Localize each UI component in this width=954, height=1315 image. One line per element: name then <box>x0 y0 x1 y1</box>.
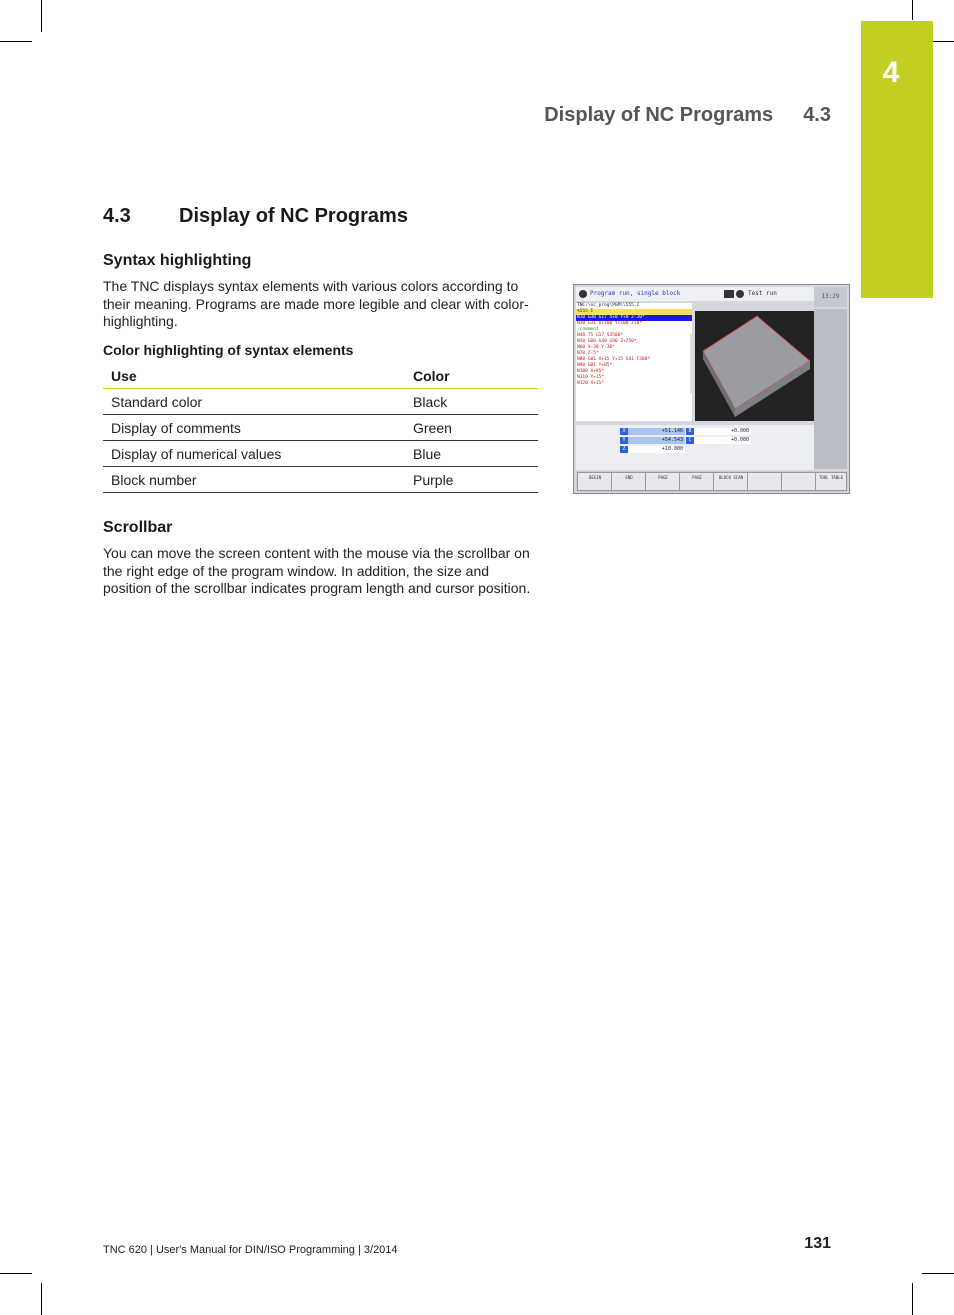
table-row <box>103 467 538 493</box>
dnc-icon <box>724 290 734 298</box>
axis-row <box>686 428 751 435</box>
program-path: TNC:\nc_prog\PGM\\555.I <box>577 303 640 308</box>
section-title <box>103 205 408 228</box>
program-line: N10 G30 G17 X+0 Y+0 Z-20* <box>576 315 692 321</box>
tnc-screenshot <box>573 284 850 494</box>
machine-mode-icon <box>579 290 587 298</box>
softkey-page-up[interactable]: PAGE <box>645 472 681 491</box>
page-number: 131 <box>804 1235 831 1252</box>
position-display <box>576 425 814 470</box>
program-line: N40 T5 G17 S3500* <box>577 333 624 338</box>
crop-mark <box>41 0 42 32</box>
table-header-row <box>103 363 538 389</box>
program-line: %555 I <box>576 309 692 315</box>
status-side-panel <box>814 309 847 469</box>
program-line: N70 Z-5* <box>577 351 599 356</box>
table-cell-use: Block number <box>103 467 405 493</box>
softkey-end[interactable]: END <box>611 472 647 491</box>
crop-mark <box>912 0 913 20</box>
axis-row <box>620 446 685 453</box>
workpiece-graphic <box>695 311 815 421</box>
table-header-use: Use <box>103 363 405 389</box>
program-line: ;comment <box>577 327 599 332</box>
program-line: N90 G01 Y+85* <box>577 363 613 368</box>
table-cell-use: Display of numerical values <box>103 441 405 467</box>
chapter-number: 4 <box>882 56 900 89</box>
axis-label: Z <box>620 446 628 453</box>
program-line: N100 X+85* <box>577 369 605 374</box>
axis-row <box>620 428 685 435</box>
table-cell-color: Blue <box>405 441 538 467</box>
softkey-page-down[interactable]: PAGE <box>679 472 715 491</box>
program-line: N50 G00 G40 G90 Z+250* <box>577 339 637 344</box>
table-caption: Color highlighting of syntax elements <box>103 342 354 358</box>
axis-value: +0.000 <box>694 437 751 444</box>
softkey-tool-table[interactable]: TOOL TABLE <box>815 472 847 491</box>
axis-value: +0.000 <box>694 428 751 435</box>
scrollbar-body: You can move the screen content with the mouse via the scrollbar on the right edge of the program window. In addition, the size and position of the scrollbar indicates program length and cursor position. <box>103 545 531 596</box>
clock: 13:29 <box>814 287 847 307</box>
mode-bar <box>576 287 816 301</box>
axis-value: +54.543 <box>628 437 685 444</box>
color-table <box>103 363 538 493</box>
table-row <box>103 415 538 441</box>
axis-label: B <box>686 428 694 435</box>
scrollbar-heading: Scrollbar <box>103 519 173 536</box>
running-head-section: 4.3 <box>803 104 831 126</box>
programming-mode-icon <box>736 290 744 298</box>
axis-row <box>686 437 751 444</box>
running-head <box>544 104 831 127</box>
softkey-empty[interactable] <box>781 472 817 491</box>
program-line: N120 X+15* <box>577 381 605 386</box>
axis-label: C <box>686 437 694 444</box>
syntax-body: The TNC displays syntax elements with various colors according to their meaning. Programs are made more legible and clear with color-highlighting. <box>103 278 529 329</box>
program-line: N110 Y+15* <box>577 375 605 380</box>
program-line: N60 X-30 Y-30* <box>577 345 615 350</box>
simulation-view <box>695 311 815 421</box>
program-window <box>576 303 692 421</box>
softkey-begin[interactable]: BEGIN <box>577 472 613 491</box>
axis-value: +51.146 <box>628 428 685 435</box>
table-cell-color: Purple <box>405 467 538 493</box>
table-cell-color: Green <box>405 415 538 441</box>
crop-mark <box>912 1283 913 1315</box>
table-cell-color: Black <box>405 389 538 415</box>
softkey-bar <box>576 471 848 492</box>
softkey-block-scan[interactable]: BLOCK SCAN <box>713 472 749 491</box>
crop-mark <box>41 1283 42 1315</box>
axis-row <box>620 437 685 444</box>
crop-mark <box>0 41 32 42</box>
table-cell-use: Display of comments <box>103 415 405 441</box>
axis-label: Y <box>620 437 628 444</box>
table-header-color: Color <box>405 363 538 389</box>
section-title-text: Display of NC Programs <box>179 205 408 227</box>
running-head-title: Display of NC Programs <box>544 104 774 126</box>
program-scrollbar[interactable] <box>690 333 693 393</box>
crop-mark <box>0 1273 32 1274</box>
table-row <box>103 389 538 415</box>
crop-mark <box>922 1273 954 1274</box>
section-number: 4.3 <box>103 205 131 227</box>
softkey-empty[interactable] <box>747 472 783 491</box>
syntax-heading: Syntax highlighting <box>103 252 252 269</box>
table-row <box>103 441 538 467</box>
program-line: N80 G01 X+15 Y+15 G41 F300* <box>577 357 651 362</box>
mode-primary: Program run, single block <box>590 290 681 297</box>
program-line: N20 G31 X+100 Y+100 Z+0* <box>577 321 643 326</box>
axis-label: X <box>620 428 628 435</box>
mode-secondary: Test run <box>748 290 777 297</box>
footer-text: TNC 620 | User's Manual for DIN/ISO Programming | 3/2014 <box>103 1244 398 1256</box>
axis-value: +10.000 <box>628 446 685 453</box>
table-cell-use: Standard color <box>103 389 405 415</box>
